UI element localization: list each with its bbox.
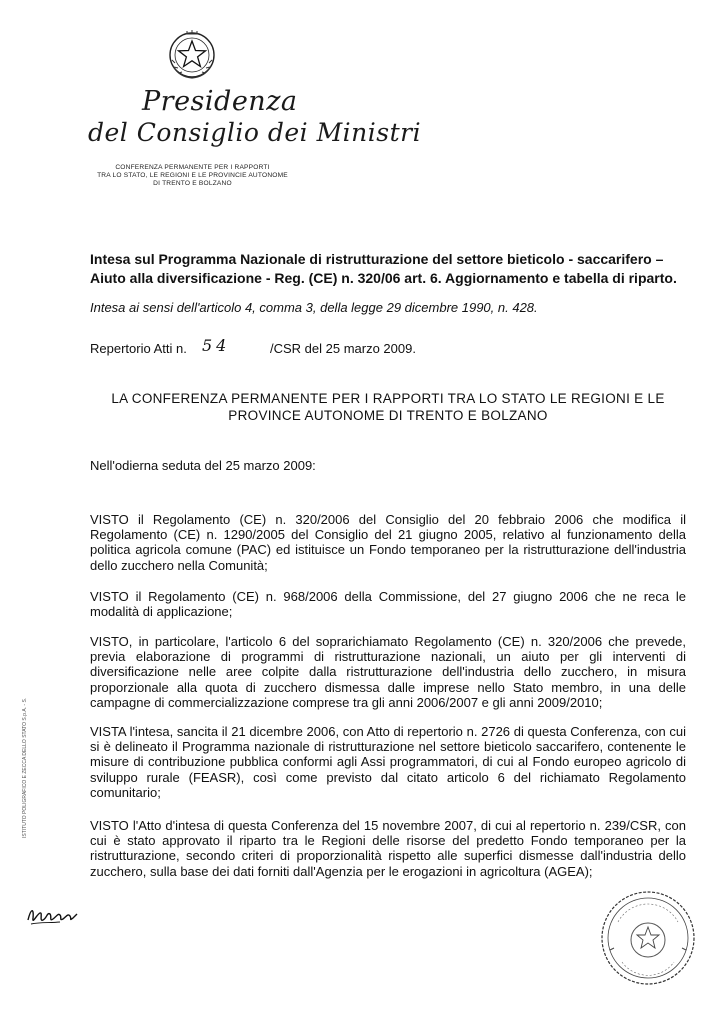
- repertorio-suffix: /CSR del 25 marzo 2009.: [270, 341, 416, 356]
- repertorio-number: 54: [202, 336, 231, 355]
- visto-paragraph: VISTA l'intesa, sancita il 21 dicembre 2006, con Atto di repertorio n. 2726 di questa Conferenza, con cui si è delineato il Programma nazionale di ristrutturazione nel settore bieticolo saccarifero, contenente le misure di contribuzione pubblica conformi agli Assi programmatori, di cui al Fondo europeo agricolo di sviluppo rurale (FEASR), così come previsto dal citato articolo 6 del richiamato Regolamento comunitario;: [90, 724, 686, 800]
- session-date-line: Nell'odierna seduta del 25 marzo 2009:: [90, 458, 316, 473]
- letterhead-script-consiglio: del Consiglio dei Ministri: [88, 118, 422, 147]
- letterhead-line: CONFERENZA PERMANENTE PER I RAPPORTI: [115, 164, 270, 171]
- conference-title-line: LA CONFERENZA PERMANENTE PER I RAPPORTI TRA LO STATO LE REGIONI E LE: [111, 391, 665, 406]
- letterhead-line: TRA LO STATO, LE REGIONI E LE PROVINCIE AUTONOME: [97, 172, 288, 179]
- italian-republic-emblem-icon: [165, 28, 219, 82]
- visto-paragraph: VISTO il Regolamento (CE) n. 968/2006 della Commissione, del 27 giugno 2006 che ne reca le modalità di applicazione;: [90, 589, 686, 620]
- repertorio-label: Repertorio Atti n.: [90, 341, 187, 356]
- signature-icon: [25, 900, 80, 930]
- document-subject: Intesa sul Programma Nazionale di ristrutturazione del settore bieticolo - saccarifero – Aiuto alla diversificazione - Reg. (CE) n. 320/06 art. 6. Aggiornamento e tabella di riparto.: [90, 251, 677, 286]
- visto-paragraph: VISTO il Regolamento (CE) n. 320/2006 del Consiglio del 20 febbraio 2006 che modifica il Regolamento (CE) n. 1290/2005 del Consiglio del 21 giugno 2005, relativo al funzionamento della politica agricola comune (PAC) ed istituisce un Fondo temporaneo per la ristrutturazione dell'industria dello zucchero nella Comunità;: [90, 512, 686, 573]
- letterhead-conference-name: [70, 164, 315, 188]
- printer-imprint: ISTITUTO POLIGRAFICO E ZECCA DELLO STATO S.p.A. - S.: [22, 697, 28, 838]
- conference-title-line: PROVINCE AUTONOME DI TRENTO E BOLZANO: [228, 408, 548, 423]
- official-seal-stamp-icon: [598, 888, 698, 988]
- legal-basis: Intesa ai sensi dell'articolo 4, comma 3, della legge 29 dicembre 1990, n. 428.: [90, 300, 538, 315]
- letterhead-line: DI TRENTO E BOLZANO: [153, 180, 232, 187]
- visto-paragraph: VISTO, in particolare, l'articolo 6 del soprarichiamato Regolamento (CE) n. 320/2006 che prevede, previa elaborazione di programmi di ristrutturazione nazionali, un aiuto per gli interventi di diversificazione nelle aree colpite dalla ristrutturazione dell'industria dello zucchero, in misura proporzionale alla quota di zucchero dismessa dalle imprese nello Stato membro, in una delle campagne di commercializzazione comprese tra gli anni 2006/2007 e gli anni 2009/2010;: [90, 634, 686, 710]
- conference-title: [90, 390, 686, 424]
- visto-paragraph: VISTO l'Atto d'intesa di questa Conferenza del 15 novembre 2007, di cui al repertorio n. 239/CSR, con cui è stato approvato il riparto tra le Regioni delle risorse del predetto Fondo temporaneo per la ristrutturazione, secondo criteri di proporzionalità rispetto alle superfici dismesse dall'industria dello zucchero, sulla base dei dati forniti dall'Agenzia per le erogazioni in agricoltura (AGEA);: [90, 818, 686, 879]
- letterhead-script-presidenza: Presidenza: [142, 86, 298, 117]
